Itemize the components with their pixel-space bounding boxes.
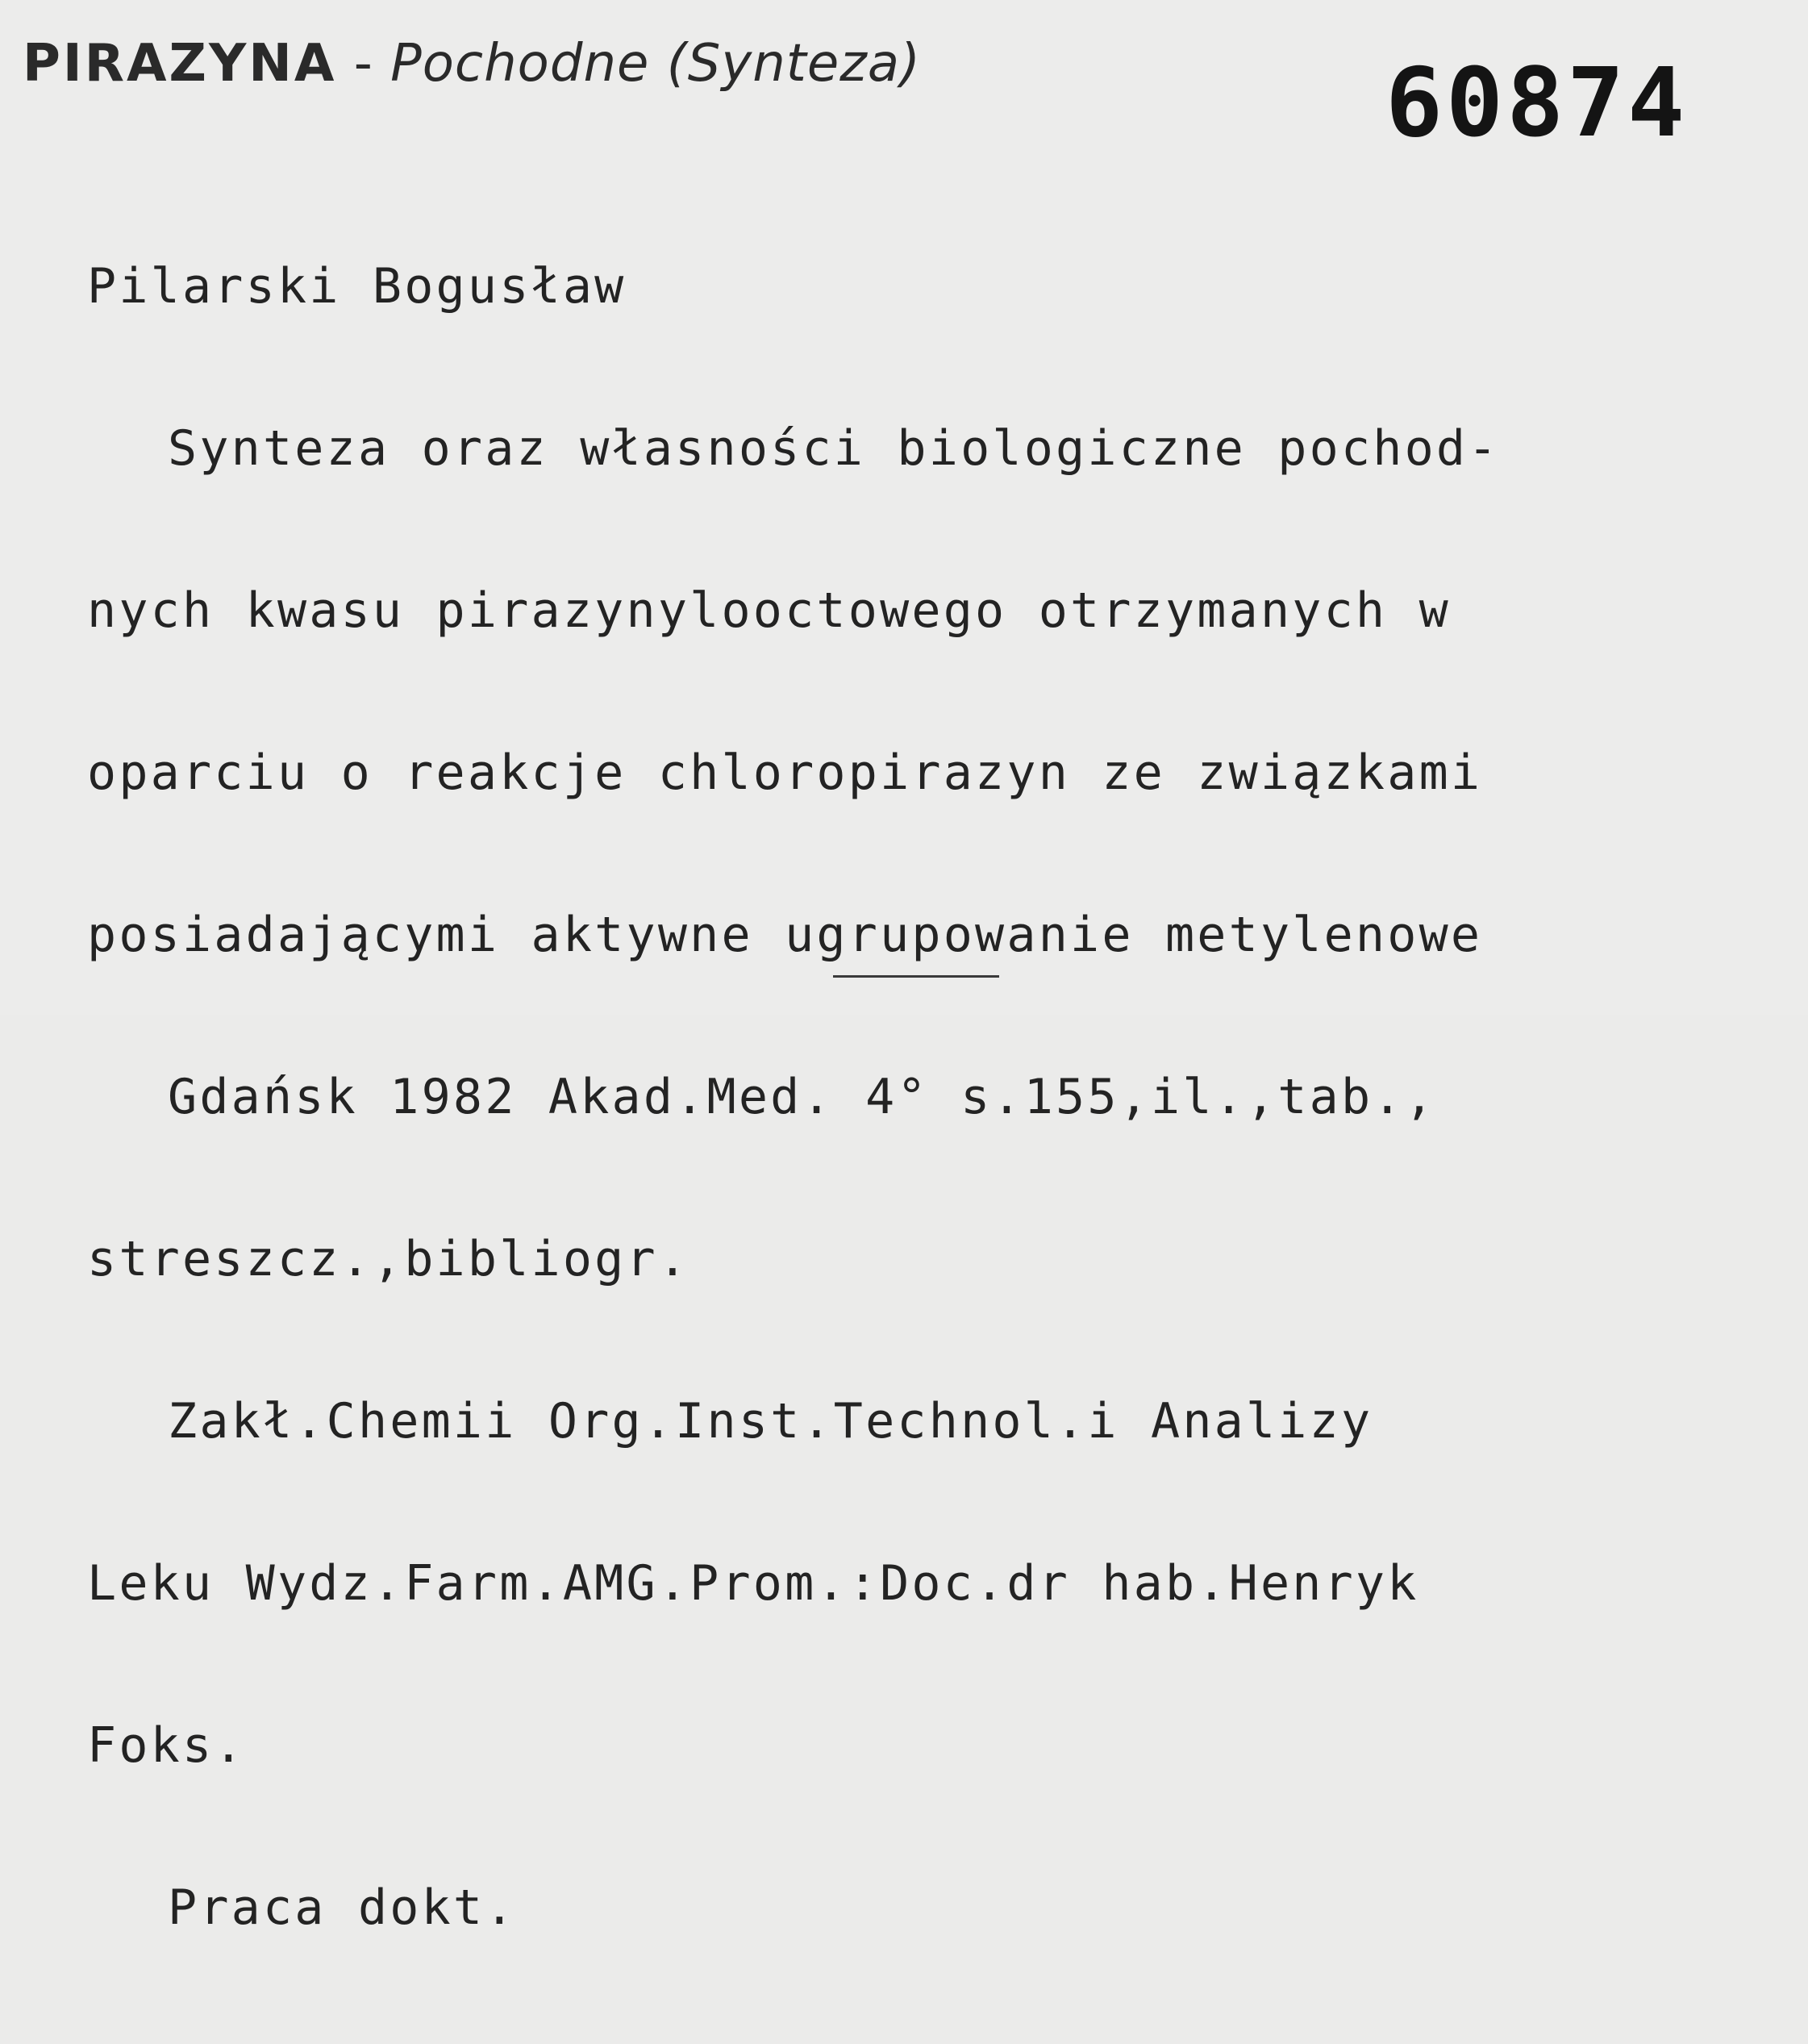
author-line: Pilarski Bogusław	[87, 258, 627, 315]
institution-line: Leku Wydz.Farm.AMG.Prom.:Doc.dr hab.Henryk	[87, 1555, 1419, 1612]
heading-separator: -	[353, 34, 373, 94]
institution-line: Zakł.Chemii Org.Inst.Technol.i Analizy	[168, 1393, 1373, 1450]
bibliographic-record	[87, 152, 1500, 2043]
thesis-note: Praca dokt.	[168, 1879, 517, 1936]
institution-line: Foks.	[87, 1717, 246, 1774]
bottom-rule	[833, 975, 999, 978]
subject-subdivision: Pochodne (Synteza)	[390, 34, 921, 94]
title-line: oparciu o reakcje chloropirazyn ze związkami	[87, 745, 1483, 801]
title-line: nych kwasu pirazynylooctowego otrzymanych w	[87, 582, 1451, 639]
title-line: Synteza oraz własności biologiczne pochod-	[168, 420, 1500, 477]
imprint-line: Gdańsk 1982 Akad.Med. 4° s.155,il.,tab.,	[168, 1069, 1436, 1125]
subject-term: PIRAZYNA	[23, 34, 337, 94]
imprint-line: streszcz.,bibliogr.	[87, 1231, 690, 1287]
catalog-number: 60874	[1385, 47, 1689, 158]
title-line: posiadającymi aktywne ugrupowanie metylenowe	[87, 907, 1483, 963]
subject-heading	[23, 34, 921, 94]
